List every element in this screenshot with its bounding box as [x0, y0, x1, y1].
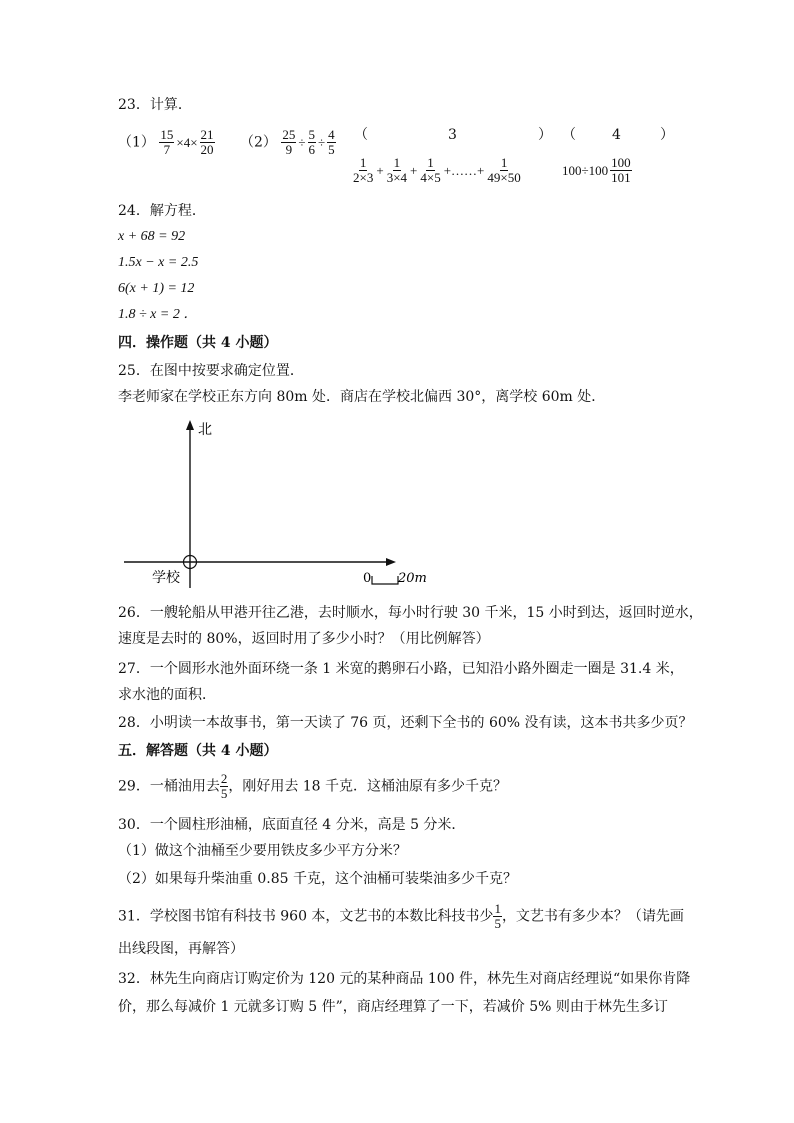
q31-line-1: [118, 902, 684, 931]
q24-equation-4: 1.8 ÷ x = 2 ．: [118, 307, 198, 322]
q26-line-2: 速度是去时的 80%，返回时用了多少小时？（用比例解答）: [118, 631, 490, 647]
scale-zero-label: 0: [363, 571, 372, 586]
q31-post: ，文艺书有多少本？（请先画: [501, 908, 684, 925]
q29-text: [118, 772, 507, 801]
q23-p2-fraction-1: $\frac{25}{9}$: [282, 127, 296, 157]
section-4-heading: 四．操作题（共 4 小题）: [118, 335, 278, 351]
q27-line-2: 求水池的面积．: [118, 687, 216, 703]
q23-part2-label: （2）: [240, 134, 277, 151]
q32-line-2: 价，那么每减价 1 元就多订购 5 件”，商店经理算了一下，若减价 5% 则由于林先生多订: [118, 999, 668, 1015]
q23-p4-fraction: $\frac{100}{101}$: [611, 155, 631, 185]
east-arrowhead: [386, 558, 396, 566]
q23-part4-label-open: （: [562, 127, 576, 143]
q23-part1-label: （1）: [118, 134, 155, 151]
q23-part4-label-close: ）: [660, 127, 674, 143]
q24-title: 24．解方程．: [118, 203, 206, 219]
q23-series-fraction-2: $\frac{1}{3\times 4}$: [386, 155, 408, 185]
q23-part3-label-open: （: [354, 127, 368, 143]
q23-series-fraction-3: $\frac{1}{4\times 5}$: [420, 155, 441, 185]
q29-pre: 29．一桶油用去: [118, 778, 220, 795]
q23-p2-fraction-3: $\frac{4}{5}$: [328, 127, 335, 157]
scale-bar: [372, 576, 398, 584]
q25-position-diagram: [118, 416, 428, 594]
q24-equation-1: x + 68 = 92: [118, 229, 186, 244]
q23-part4-label-num: 4: [612, 127, 621, 143]
q29-fraction: $\frac{2}{5}$: [220, 771, 228, 801]
q30-sub-1: （1）做这个油桶至少要用铁皮多少平方分米？: [118, 843, 407, 859]
q23-p2-fraction-2: $\frac{5}{6}$: [308, 127, 316, 157]
q23-p4-expr: 100÷100: [562, 162, 609, 178]
q23-part3-series: $\frac{1}{2\times 3}$ + $\frac{1}{3\times 4}$ + $\frac{1}{4\times 5}$ +……+ $\frac{1}{49\times 50}$: [353, 155, 521, 185]
q23-part3-label-close: ）: [538, 127, 552, 143]
q23-series-fraction-1: $\frac{1}{2\times 3}$: [353, 155, 374, 185]
q29-post: ，刚好用去 18 千克．这桶油原有多少千克？: [228, 778, 508, 795]
q31-pre: 31．学校图书馆有科技书 960 本，文艺书的本数比科技书少: [118, 908, 494, 925]
q23-series-dots: +……+: [443, 162, 485, 178]
q23-p1-operator: ×4×: [176, 134, 198, 150]
q24-equation-3: 6(x + 1) = 12: [118, 281, 195, 296]
q23-series-fraction-4: $\frac{1}{49\times 50}$: [487, 155, 521, 185]
north-arrowhead: [186, 420, 194, 430]
q31-fraction: $\frac{1}{5}$: [494, 901, 501, 931]
q26-line-1: 26．一艘轮船从甲港开往乙港，去时顺水，每小时行驶 30 千米，15 小时到达，返回时逆水，: [118, 605, 703, 621]
q24-equation-2: 1.5x − x = 2.5: [118, 255, 199, 270]
q23-part1: [118, 128, 215, 157]
q23-title: 23．计算．: [118, 97, 192, 113]
q23-part3-label-num: 3: [448, 127, 457, 143]
q25-description: 李老师家在学校正东方向 80m 处．商店在学校北偏西 30°，离学校 60m 处．: [118, 389, 606, 405]
q23-part4-expression: [560, 156, 632, 185]
q25-title: 25．在图中按要求确定位置．: [118, 363, 304, 379]
north-label: 北: [198, 422, 212, 438]
q23-p1-fraction-1: $\frac{15}{7}$: [160, 127, 174, 157]
q27-line-1: 27．一个圆形水池外面环绕一条 1 米宽的鹅卵石小路，已知沿小路外圈走一圈是 31.4 米，: [118, 661, 684, 677]
scale-unit-label: 20m: [398, 571, 427, 586]
section-5-heading: 五．解答题（共 4 小题）: [118, 743, 278, 759]
q28-text: 28．小明读一本故事书，第一天读了 76 页，还剩下全书的 60% 没有读，这本书共多少页？: [118, 715, 693, 731]
q30-title: 30．一个圆柱形油桶，底面直径 4 分米，高是 5 分米．: [118, 817, 466, 833]
q31-line-2: 出线段图，再解答）: [118, 941, 244, 957]
q32-line-1: 32．林先生向商店订购定价为 120 元的某种商品 100 件，林先生对商店经理说“如果你肯降: [118, 971, 691, 987]
q23-part2: （2） $\frac{25}{9}$ ÷ $\frac{5}{6}$ ÷ $\frac{4}{5}$: [240, 127, 335, 157]
school-label: 学校: [152, 570, 180, 586]
q23-p1-fraction-2: $\frac{21}{20}$: [200, 127, 214, 157]
q30-sub-2: （2）如果每升柴油重 0.85 千克，这个油桶可装柴油多少千克？: [118, 871, 517, 887]
